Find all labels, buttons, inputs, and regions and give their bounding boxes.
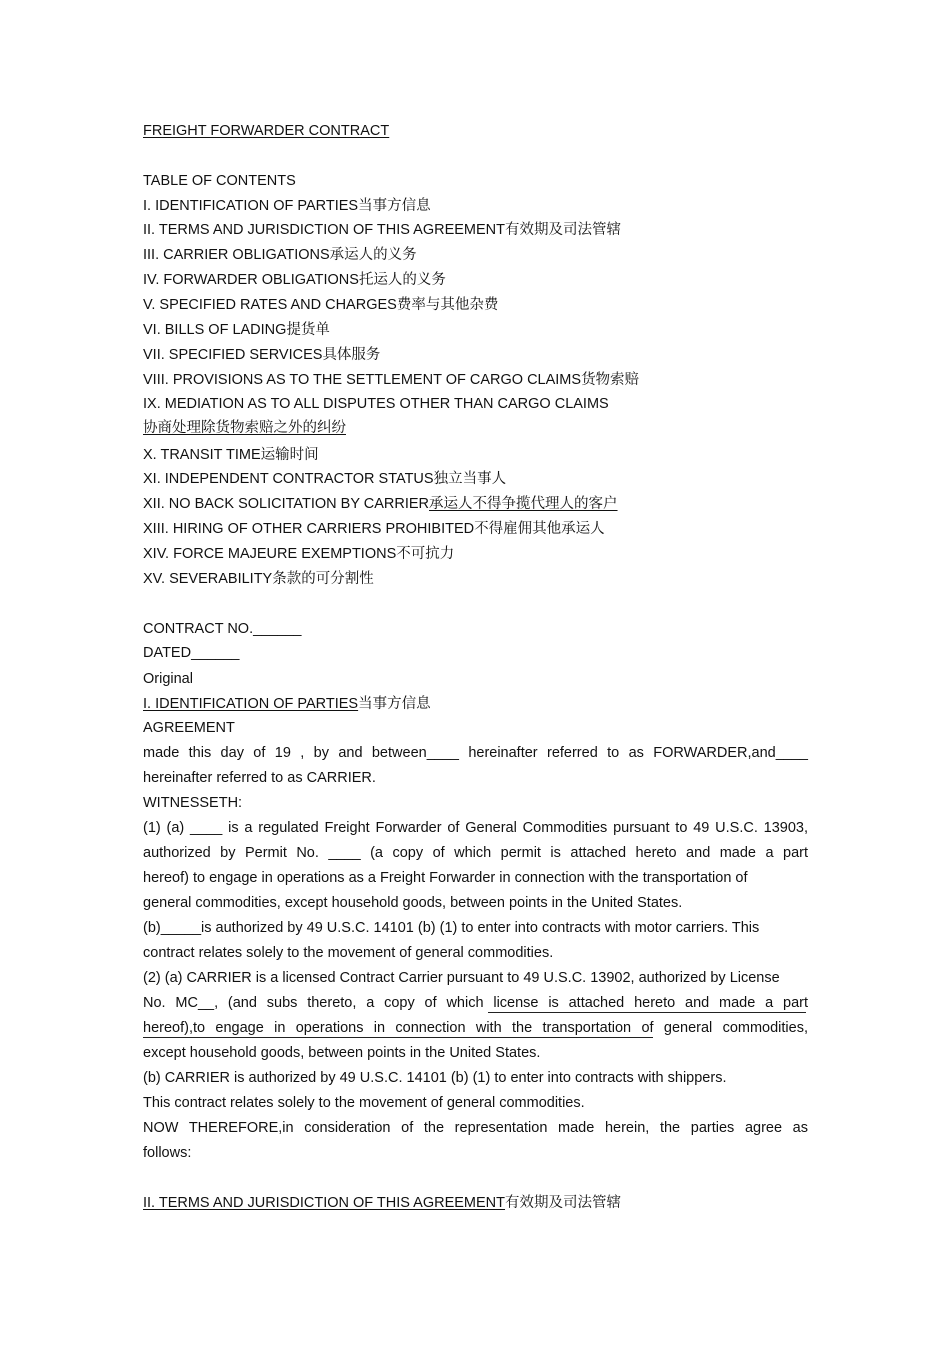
body-line: hereof),to engage in operations in connection with the transportation of general commodities, [143,1020,808,1036]
toc-item: VII. SPECIFIED SERVICES具体服务 [143,347,381,363]
original-label: Original [143,671,193,687]
toc-item: X. TRANSIT TIME运输时间 [143,447,319,463]
toc-item-translation: 协商处理除货物索赔之外的纠纷 [143,420,346,436]
contract-date: DATED______ [143,645,240,661]
toc-item: XI. INDEPENDENT CONTRACTOR STATUS独立当事人 [143,471,507,487]
toc-item: IV. FORWARDER OBLIGATIONS托运人的义务 [143,272,446,288]
body-line: (b)_____is authorized by 49 U.S.C. 14101 (b) (1) to enter into contracts with motor carriers. This [143,920,760,936]
toc-item: V. SPECIFIED RATES AND CHARGES费率与其他杂费 [143,297,499,313]
body-line: contract relates solely to the movement of general commodities. [143,945,554,961]
witnesseth-label: WITNESSETH: [143,795,243,811]
body-line: hereinafter referred to as CARRIER. [143,770,376,786]
body-line: hereof) to engage in operations as a Freight Forwarder in connection with the transportation of [143,870,748,886]
body-line: (b) CARRIER is authorized by 49 U.S.C. 14101 (b) (1) to enter into contracts with shippers. [143,1070,727,1086]
toc-item: IX. MEDIATION AS TO ALL DISPUTES OTHER THAN CARGO CLAIMS [143,396,609,412]
section-heading-terms: II. TERMS AND JURISDICTION OF THIS AGREEMENT有效期及司法管辖 [143,1195,622,1211]
body-line: (2) (a) CARRIER is a licensed Contract Carrier pursuant to 49 U.S.C. 13902, authorized by License [143,970,780,986]
strike-underline [143,1037,653,1038]
agreement-heading: AGREEMENT [143,720,235,736]
toc-item: VI. BILLS OF LADING提货单 [143,322,330,338]
contract-number: CONTRACT NO.______ [143,621,302,637]
document-title: FREIGHT FORWARDER CONTRACT [143,123,390,139]
toc-item: I. IDENTIFICATION OF PARTIES当事方信息 [143,198,431,214]
body-line: NOW THEREFORE,in consideration of the representation made herein, the parties agree as [143,1120,808,1136]
body-line: made this day of 19 , by and between____ hereinafter referred to as FORWARDER,and____ [143,745,808,761]
toc-item: III. CARRIER OBLIGATIONS承运人的义务 [143,247,417,263]
toc-heading: TABLE OF CONTENTS [143,173,296,189]
section-heading-parties: I. IDENTIFICATION OF PARTIES当事方信息 [143,696,431,712]
body-line: except household goods, between points in the United States. [143,1045,541,1061]
body-line: follows: [143,1145,192,1161]
toc-item: VIII. PROVISIONS AS TO THE SETTLEMENT OF CARGO CLAIMS货物索赔 [143,372,640,388]
body-line: (1) (a) ____ is a regulated Freight Forwarder of General Commodities pursuant to 49 U.S.C. 13903, [143,820,808,836]
toc-item: XIII. HIRING OF OTHER CARRIERS PROHIBITED不得雇佣其他承运人 [143,521,605,537]
body-line: This contract relates solely to the movement of general commodities. [143,1095,585,1111]
body-line: authorized by Permit No. ____ (a copy of which permit is attached hereto and made a part [143,845,808,861]
body-line: No. MC__, (and subs thereto, a copy of which license is attached hereto and made a part [143,995,808,1011]
strike-underline [488,1012,806,1013]
toc-item: XV. SEVERABILITY条款的可分割性 [143,571,374,587]
toc-item: XIV. FORCE MAJEURE EXEMPTIONS不可抗力 [143,546,455,562]
body-line: general commodities, except household goods, between points in the United States. [143,895,683,911]
toc-item: II. TERMS AND JURISDICTION OF THIS AGREEMENT有效期及司法管辖 [143,222,622,238]
toc-item: XII. NO BACK SOLICITATION BY CARRIER承运人不得争揽代理人的客户 [143,496,618,512]
